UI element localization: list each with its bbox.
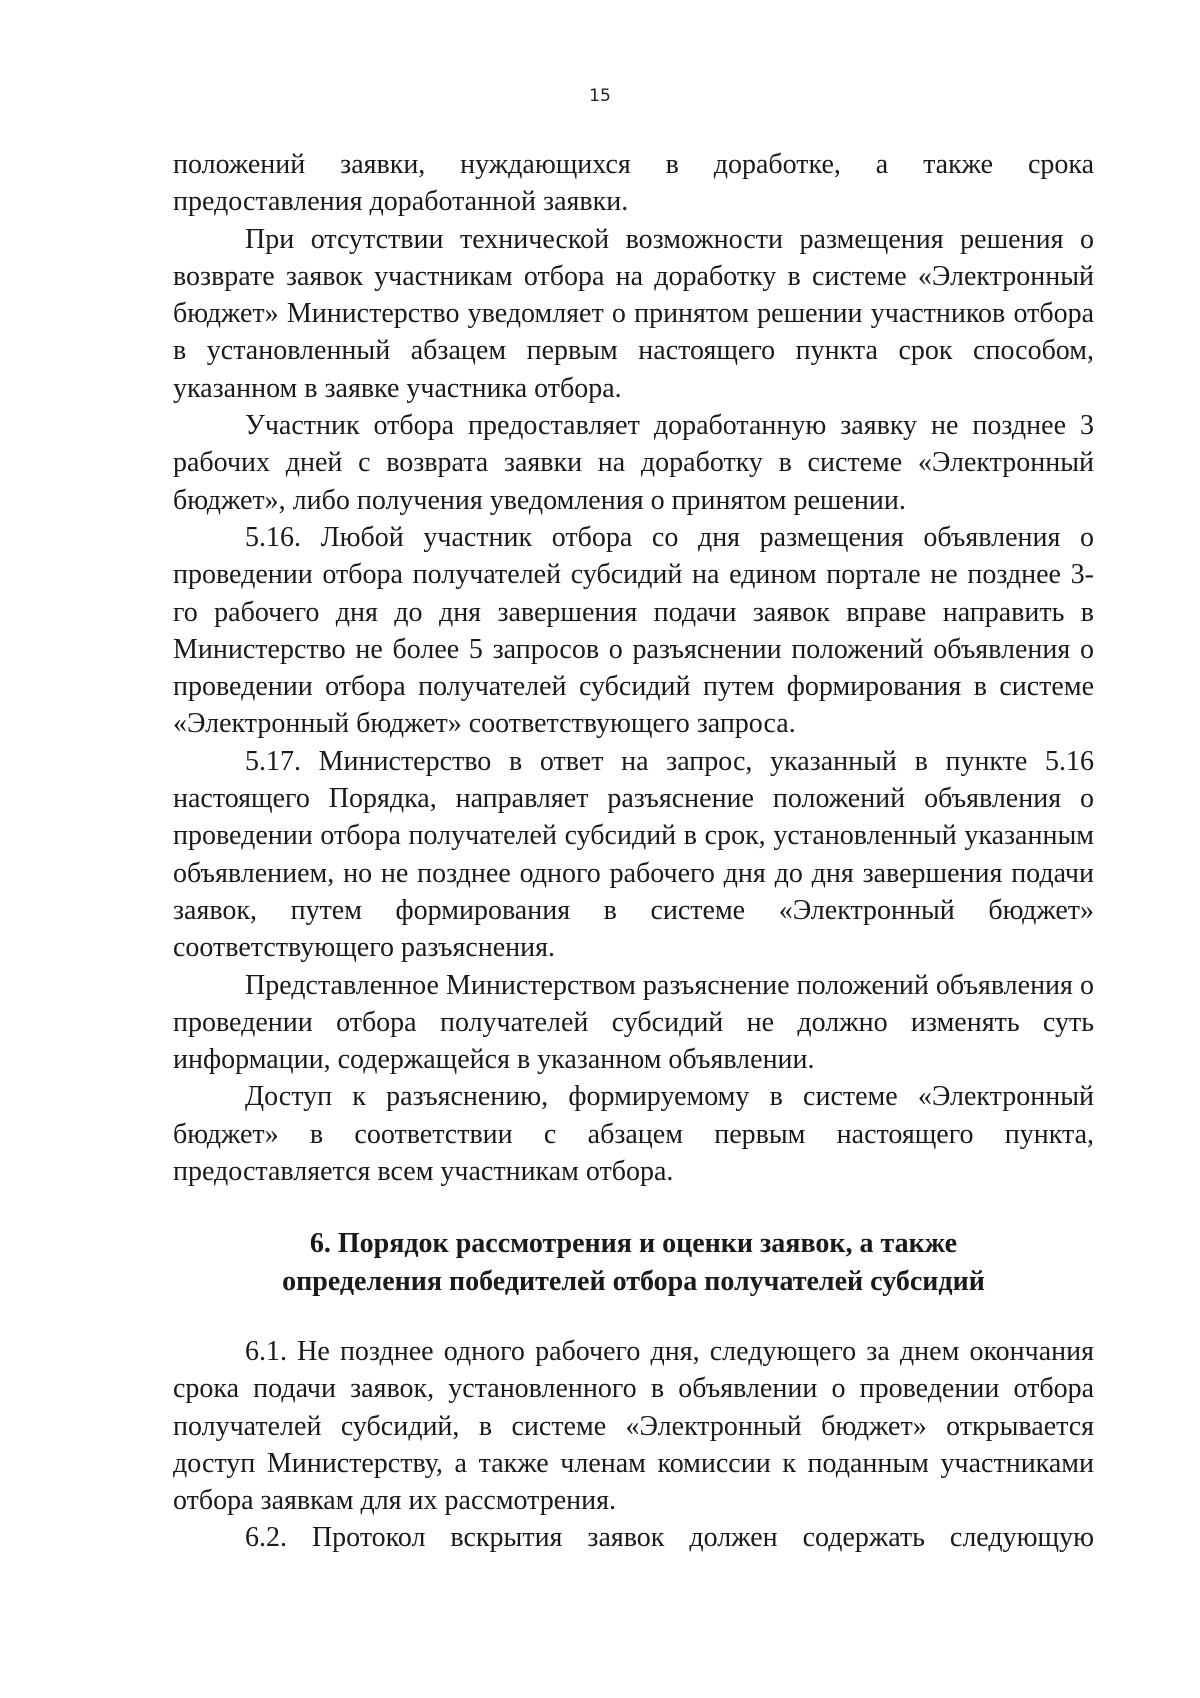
page-number: 15 (589, 86, 611, 106)
paragraph-return-notice: При отсутствии технической возможности размещения решения о возврате заявок участникам отбора на доработку в системе «Электронный бюджет» Министерство уведомляет о принятом решении участников отбора в установленный абзацем первым настоящего пункта срок способом, указанном в заявке участника отбора. (173, 223, 1094, 404)
paragraph-clause-6-1: 6.1. Не позднее одного рабочего дня, следующего за днем окончания срока подачи заявок, установленного в объявлении о проведении отбора получателей субсидий, в системе «Электронный бюджет» открывается доступ Министерству, а также членам комиссии к поданным участниками отбора заявкам для их рассмотрения. (173, 1335, 1094, 1517)
section-heading-line-1: 6. Порядок рассмотрения и оценки заявок, а также (309, 1228, 958, 1260)
document-body (173, 146, 1094, 1557)
section-heading (173, 1225, 1094, 1300)
paragraph-continuation: положений заявки, нуждающихся в доработке, а также срока предоставления доработанной заявки. (173, 149, 1094, 218)
paragraph-clarification-access: Доступ к разъяснению, формируемому в системе «Электронный бюджет» в соответствии с абзацем первым настоящего пункта, предоставляется всем участникам отбора. (173, 1081, 1094, 1188)
section-heading-line-2: определения победителей отбора получателей субсидий (282, 1265, 985, 1297)
paragraph-resubmission: Участник отбора предоставляет доработанную заявку не позднее 3 рабочих дней с возврата заявки на доработку в системе «Электронный бюджет», либо получения уведомления о принятом решении. (173, 410, 1094, 516)
paragraph-clause-5-16: 5.16. Любой участник отбора со дня размещения объявления о проведении отбора получателей субсидий на едином портале не позднее 3-го рабочего дня до дня завершения подачи заявок вправе направить в Министерство не более 5 запросов о разъяснении положений объявления о проведении отбора получателей субсидий путем формирования в системе «Электронный бюджет» соответствующего запроса. (173, 521, 1094, 740)
paragraph-clause-5-17: 5.17. Министерство в ответ на запрос, указанный в пункте 5.16 настоящего Порядка, направляет разъяснение положений объявления о проведении отбора получателей субсидий в срок, установленный указанным объявлением, но не позднее одного рабочего дня до дня завершения подачи заявок, путем формирования в системе «Электронный бюджет» соответствующего разъяснения. (173, 745, 1094, 964)
paragraph-clarification-content: Представленное Министерством разъяснение положений объявления о проведении отбора получателей субсидий не должно изменять суть информации, содержащейся в указанном объявлении. (173, 969, 1094, 1076)
paragraph-clause-6-2: 6.2. Протокол вскрытия заявок должен содержать следующую (245, 1522, 1094, 1554)
